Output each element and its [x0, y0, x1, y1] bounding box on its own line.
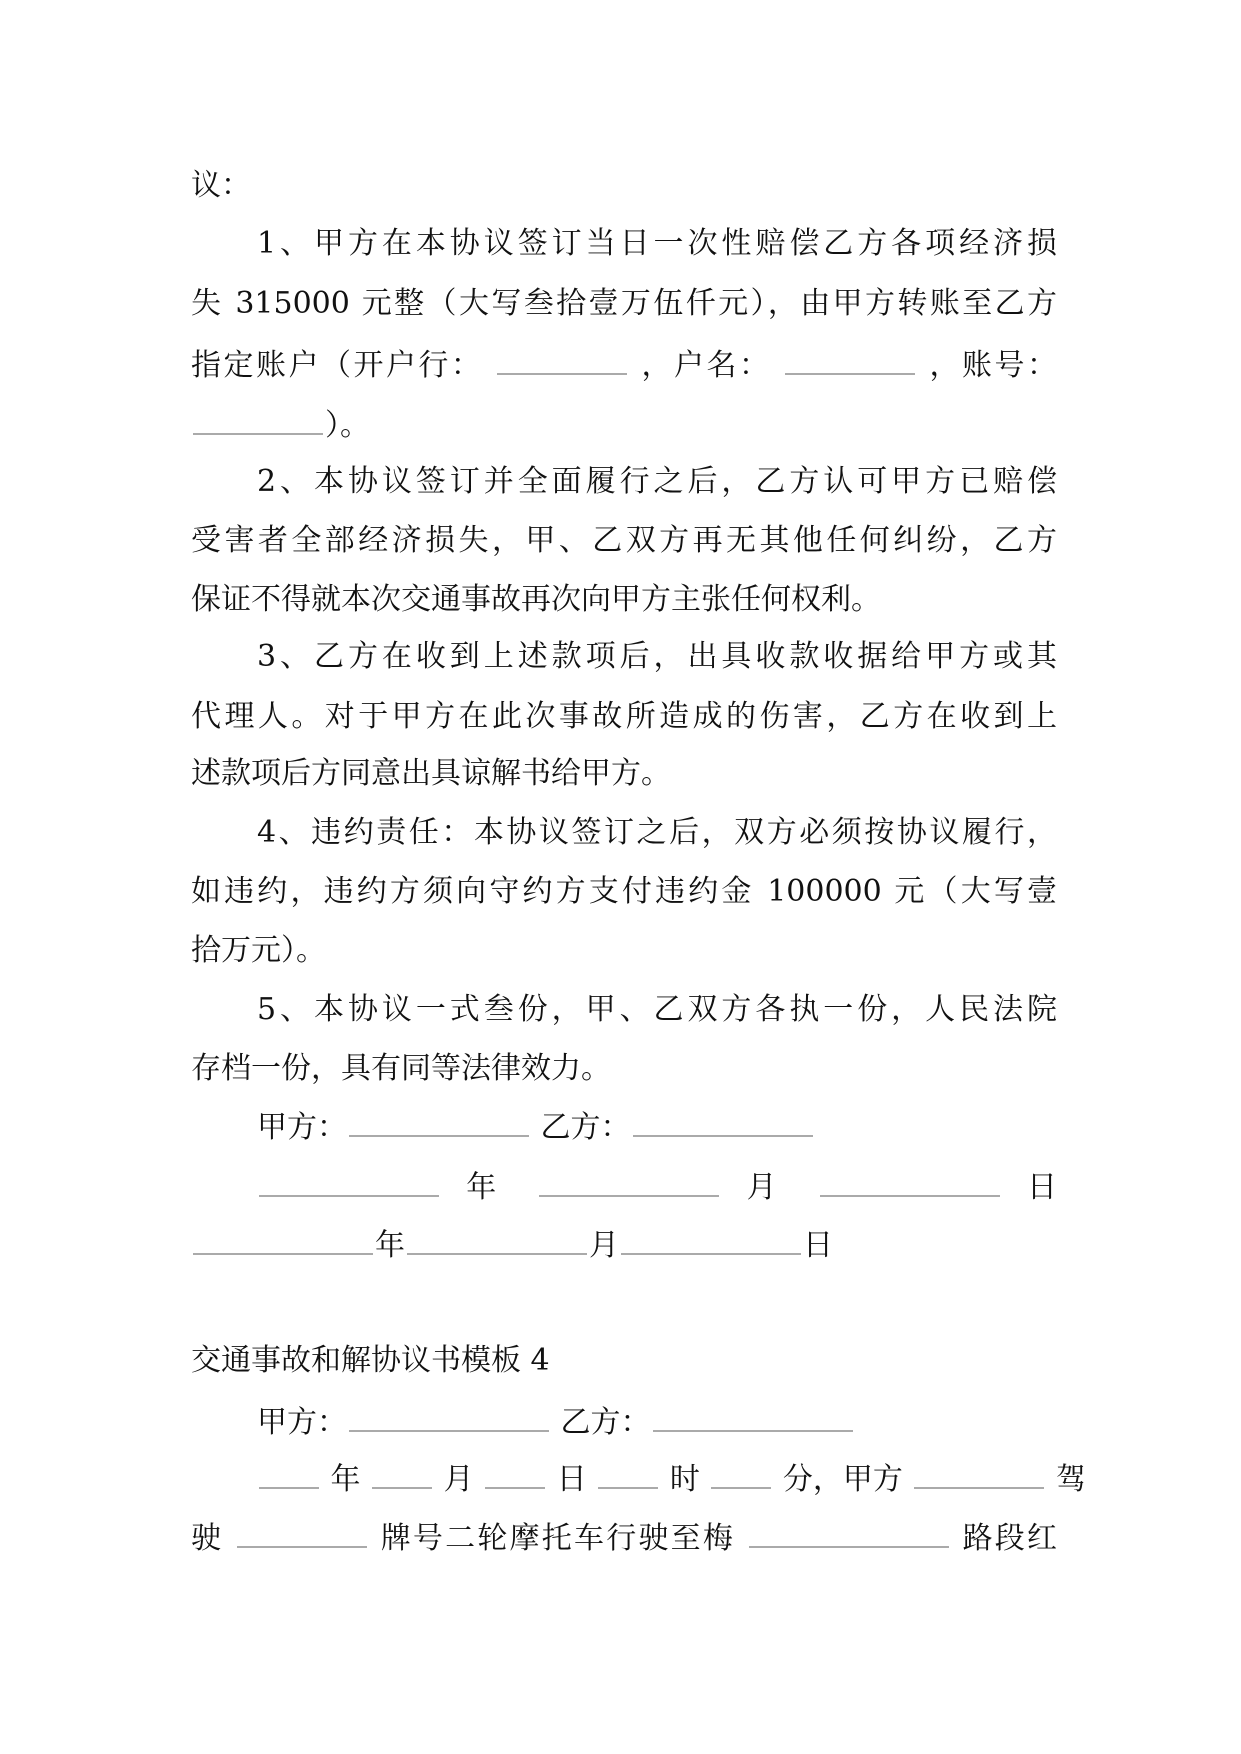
text-segment: 月: [589, 1228, 619, 1263]
text-line: [191, 637, 1057, 677]
text-line: [191, 1516, 1057, 1556]
text-segment: 受害者全部经济损失，甲、乙双方再无其他任何纠纷，乙方: [191, 523, 1057, 558]
text-line: [191, 343, 1057, 383]
section-title: [191, 1341, 1057, 1381]
blank-field: [539, 1165, 719, 1197]
text-segment: 日: [803, 1228, 833, 1263]
blank-field: [598, 1457, 658, 1489]
text-line: [191, 1400, 1057, 1440]
text-segment: 甲方：: [257, 1110, 347, 1145]
text-segment: ）。: [325, 408, 370, 443]
blank-field: [237, 1516, 367, 1548]
text-line: [191, 754, 1057, 794]
blank-field: [914, 1457, 1044, 1489]
text-line: [191, 813, 1057, 853]
text-segment: 代理人。对于甲方在此次事故所造成的伤害，乙方在收到上: [191, 699, 1057, 734]
blank-field: [259, 1165, 439, 1197]
text-segment: 牌号二轮摩托车行驶至梅: [380, 1521, 736, 1556]
text-segment: 保证不得就本次交通事故再次向甲方主张任何权利。: [191, 582, 881, 617]
text-segment: 议：: [191, 168, 251, 203]
blank-field: [349, 1400, 549, 1432]
blank-field: [497, 343, 627, 375]
text-line: [191, 1457, 1087, 1497]
text-segment: 分，甲方: [782, 1462, 903, 1497]
text-segment: 路段红: [962, 1521, 1057, 1556]
text-line: [191, 697, 1057, 737]
text-line: [191, 580, 1057, 620]
blank-field: [711, 1457, 771, 1489]
text-line: [191, 462, 1057, 502]
blank-field: [820, 1165, 1000, 1197]
blank-field: [785, 343, 915, 375]
blank-field: [653, 1400, 853, 1432]
text-line: [191, 1049, 1057, 1089]
text-segment: 驾: [1056, 1462, 1087, 1497]
text-segment: 2、本协议签订并全面履行之后，乙方认可甲方已赔偿: [257, 464, 1057, 499]
blank-field: [621, 1223, 801, 1255]
text-line: [191, 166, 1057, 206]
text-segment: 驶: [191, 1521, 224, 1556]
blank-field: [349, 1105, 529, 1137]
text-line: [191, 403, 1057, 443]
text-segment: 4、违约责任：本协议签订之后，双方必须按协议履行，: [257, 815, 1057, 850]
text-line: [191, 990, 1057, 1030]
text-segment: 月: [443, 1462, 474, 1497]
text-segment: ，账号：: [929, 348, 1057, 383]
text-segment: 乙方：: [551, 1405, 651, 1440]
blank-field: [193, 403, 323, 435]
text-segment: 年: [330, 1462, 361, 1497]
text-segment: 日: [556, 1462, 587, 1497]
text-segment: 如违约，违约方须向守约方支付违约金 100000 元（大写壹: [191, 874, 1057, 909]
text-segment: 3、乙方在收到上述款项后，出具收款收据给甲方或其: [257, 639, 1057, 674]
text-line: [191, 1223, 1057, 1263]
text-line: [191, 284, 1057, 324]
text-segment: 月: [746, 1170, 793, 1205]
text-segment: 1、甲方在本协议签订当日一次性赔偿乙方各项经济损: [257, 226, 1057, 261]
text-line: [191, 521, 1057, 561]
blank-field: [749, 1516, 949, 1548]
text-segment: 失 315000 元整（大写叁拾壹万伍仟元），由甲方转账至乙方: [191, 286, 1057, 321]
text-segment: ，户名：: [641, 348, 772, 383]
text-segment: 乙方：: [531, 1110, 631, 1145]
blank-field: [193, 1223, 373, 1255]
text-segment: 拾万元）。: [191, 933, 326, 968]
blank-field: [372, 1457, 432, 1489]
text-segment: 交通事故和解协议书模板 4: [191, 1343, 550, 1378]
text-segment: 年: [466, 1170, 513, 1205]
text-line: [191, 1105, 1057, 1145]
text-segment: 指定账户（开户行：: [191, 348, 484, 383]
text-line: [191, 224, 1057, 264]
text-line: [191, 1165, 1057, 1205]
blank-field: [407, 1223, 587, 1255]
text-segment: 日: [1027, 1170, 1058, 1205]
blank-field: [485, 1457, 545, 1489]
text-segment: 年: [375, 1228, 405, 1263]
blank-field: [633, 1105, 813, 1137]
text-segment: 存档一份，具有同等法律效力。: [191, 1051, 611, 1086]
text-segment: 甲方：: [257, 1405, 347, 1440]
text-segment: 5、本协议一式叁份，甲、乙双方各执一份，人民法院: [257, 992, 1057, 1027]
text-segment: 述款项后方同意出具谅解书给甲方。: [191, 756, 671, 791]
text-line: [191, 931, 1057, 971]
text-segment: 时: [669, 1462, 700, 1497]
blank-field: [259, 1457, 319, 1489]
text-line: [191, 872, 1057, 912]
